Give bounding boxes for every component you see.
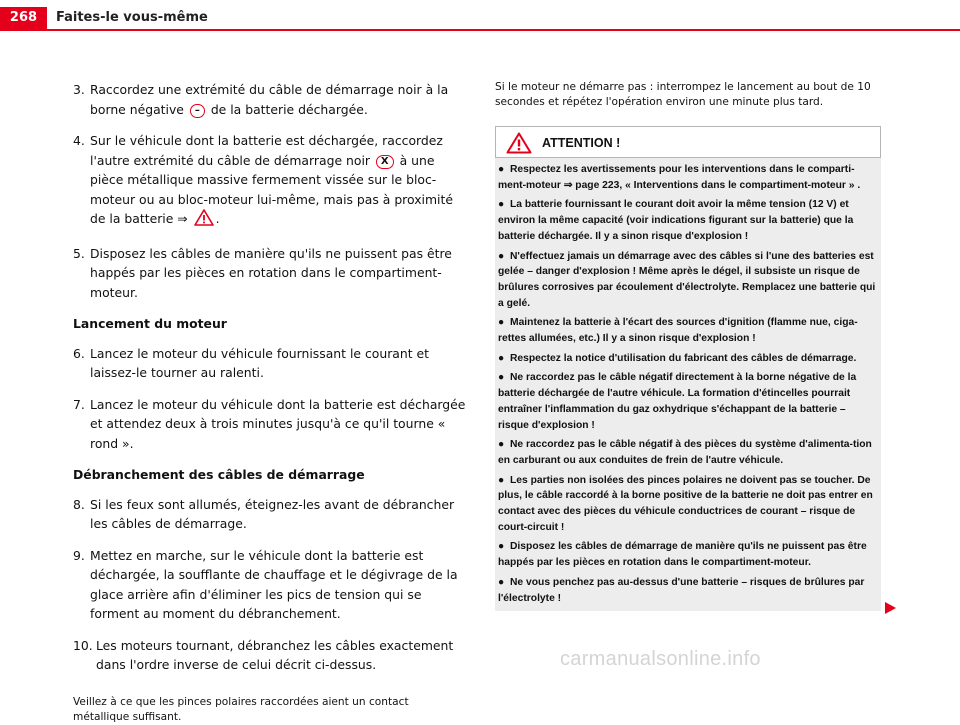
attention-item <box>498 575 878 606</box>
step-text-end: . <box>215 211 220 226</box>
bullet-icon: ● <box>498 439 505 451</box>
attention-item <box>498 351 878 367</box>
attention-item <box>498 162 878 193</box>
step-number: 3. <box>73 82 85 97</box>
note-left: Veillez à ce que les pinces polaires raccordées aient un contact métallique suffisant. <box>73 695 409 723</box>
attention-box <box>495 126 881 611</box>
minus-terminal-icon: – <box>190 104 205 118</box>
watermark-text: carmanualsonline.info <box>560 648 761 670</box>
step-number: 9. <box>73 547 85 563</box>
bullet-icon: ● <box>498 576 505 588</box>
step-text: Disposez les câbles de manière qu'ils ne puissent pas être happés par les pièces en rotation dans le compartiment-moteur. <box>90 245 452 300</box>
warning-triangle-icon <box>506 132 532 158</box>
step-text: Raccordez une extrémité du câble de démarrage noir à la borne négative <box>90 82 449 117</box>
attention-item-text: Les parties non isolées des pinces polaires ne doivent pas se toucher. De plus, le câble raccordé à la borne positive de la batterie ne doit pas entrer en contact avec des pièces du véhicule conductrices de courant – risque de court-circuit ! <box>498 474 873 533</box>
attention-item <box>498 473 878 536</box>
step-text: Sur le véhicule dont la batterie est déchargée, raccordez l'autre extrémité du câble de démarrage noir <box>90 133 443 168</box>
step-number: 10. <box>73 637 93 653</box>
attention-item <box>498 437 878 468</box>
subheading-start: Lancement du moteur <box>73 316 227 331</box>
page-header <box>0 0 960 30</box>
step-6 <box>73 344 468 383</box>
bullet-icon: ● <box>498 164 505 175</box>
step-text: Lancez le moteur du véhicule dont la batterie est déchargée et attendez deux à trois minutes jusqu'à ce qu'il tourne « rond ». <box>90 396 466 451</box>
step-number: 6. <box>73 345 85 361</box>
step-text: Lancez le moteur du véhicule fournissant le courant et laissez-le tourner au ralenti. <box>90 345 430 380</box>
attention-item-text: Ne raccordez pas le câble négatif directement à la borne négative de la batterie déchargée de l'autre véhicule. La formation d'étincelles pourrait entraîner l'inflammation du gaz oxhydrique s'échappant de la batterie – risque d'explosion ! <box>498 372 857 431</box>
bullet-icon: ● <box>498 317 505 329</box>
subheading-disconnect: Débranchement des câbles de démarrage <box>73 467 365 482</box>
step-text: Mettez en marche, sur le véhicule dont la batterie est déchargée, la soufflante de chauffage et le dégivrage de la glace arrière afin d'éliminer les pics de tension qui se forment au moment du débranchement. <box>90 547 458 621</box>
bullet-icon: ● <box>498 541 505 553</box>
warning-triangle-icon[interactable] <box>194 209 214 232</box>
attention-item-text: Respectez la notice d'utilisation du fabricant des câbles de démarrage. <box>510 352 857 364</box>
continue-arrow-icon[interactable] <box>883 600 897 619</box>
left-column <box>73 80 468 725</box>
step-8 <box>73 495 468 534</box>
header-rule <box>0 29 960 31</box>
attention-item-text: La batterie fournissant le courant doit avoir la même tension (12 V) et environ la même capacité (voir indications figurant sur la batterie) que la batterie déchargée. Il y a sinon risque d'explosion ! <box>498 199 854 242</box>
attention-item-text: N'effectuez jamais un démarrage avec des câbles si l'une des batteries est gelée – danger d'explosion ! Même après le dégel, il subsiste un risque de brûlures corrosives par écoulement d'électrolyte. Remplacez une batterie qui a gelé. <box>498 250 876 309</box>
step-5 <box>73 244 468 303</box>
step-10 <box>73 636 468 675</box>
step-text: Les moteurs tournant, débranchez les câbles exactement dans l'ordre inverse de celui décrit ci-dessus. <box>96 637 454 672</box>
attention-item <box>498 539 878 570</box>
attention-item-text: Ne vous penchez pas au-dessus d'une batterie – risques de brûlures par l'électrolyte ! <box>498 576 865 604</box>
attention-list <box>498 162 878 610</box>
attention-item-text: Maintenez la batterie à l'écart des sources d'ignition (flamme nue, ciga-rettes allumées, etc.) Il y a sinon risque d'explosion ! <box>498 317 858 345</box>
step-text: à une pièce métallique massive fermement vissée sur le bloc-moteur ou au bloc-moteur lui-même, mais pas à proximité de la batterie ⇒ <box>90 152 453 226</box>
step-text: de la batterie déchargée. <box>206 101 368 117</box>
bullet-icon: ● <box>498 250 505 262</box>
step-number: 4. <box>73 133 85 148</box>
bullet-icon: ● <box>498 474 505 486</box>
step-number: 5. <box>73 245 85 261</box>
bullet-icon: ● <box>498 352 505 364</box>
attention-item <box>498 249 878 312</box>
attention-item <box>498 315 878 346</box>
attention-item-text: Ne raccordez pas le câble négatif à des pièces du système d'alimenta-tion en carburant ou aux conduites de frein de l'autre véhicule. <box>498 439 872 466</box>
step-3 <box>73 80 468 119</box>
attention-title: ATTENTION ! <box>542 136 621 150</box>
ground-point-icon: X <box>376 155 394 169</box>
step-4 <box>73 131 468 232</box>
page-number: 268 <box>0 7 47 29</box>
step-number: 7. <box>73 396 85 412</box>
attention-item-text: Respectez les avertissements pour les interventions dans le comparti-ment-moteur ⇒ page 223, « Interventions dans le compartiment-moteur » . <box>498 164 861 191</box>
attention-item <box>498 370 878 433</box>
right-column <box>495 80 885 110</box>
bullet-icon: ● <box>498 372 505 384</box>
attention-item-text: Disposez les câbles de démarrage de manière qu'ils ne puissent pas être happés par les pièces en rotation dans le compartiment-moteur. <box>498 541 867 569</box>
page-title: Faites-le vous-même <box>56 10 208 25</box>
note-right: Si le moteur ne démarre pas : interrompez le lancement au bout de 10 secondes et répétez l'opération environ une minute plus tard. <box>495 81 871 108</box>
attention-header <box>495 126 881 158</box>
bullet-icon: ● <box>498 199 505 211</box>
step-number: 8. <box>73 496 85 512</box>
step-text: Si les feux sont allumés, éteignez-les avant de débrancher les câbles de démarrage. <box>90 496 455 531</box>
step-7 <box>73 395 468 454</box>
attention-item <box>498 197 878 244</box>
step-9 <box>73 546 468 624</box>
